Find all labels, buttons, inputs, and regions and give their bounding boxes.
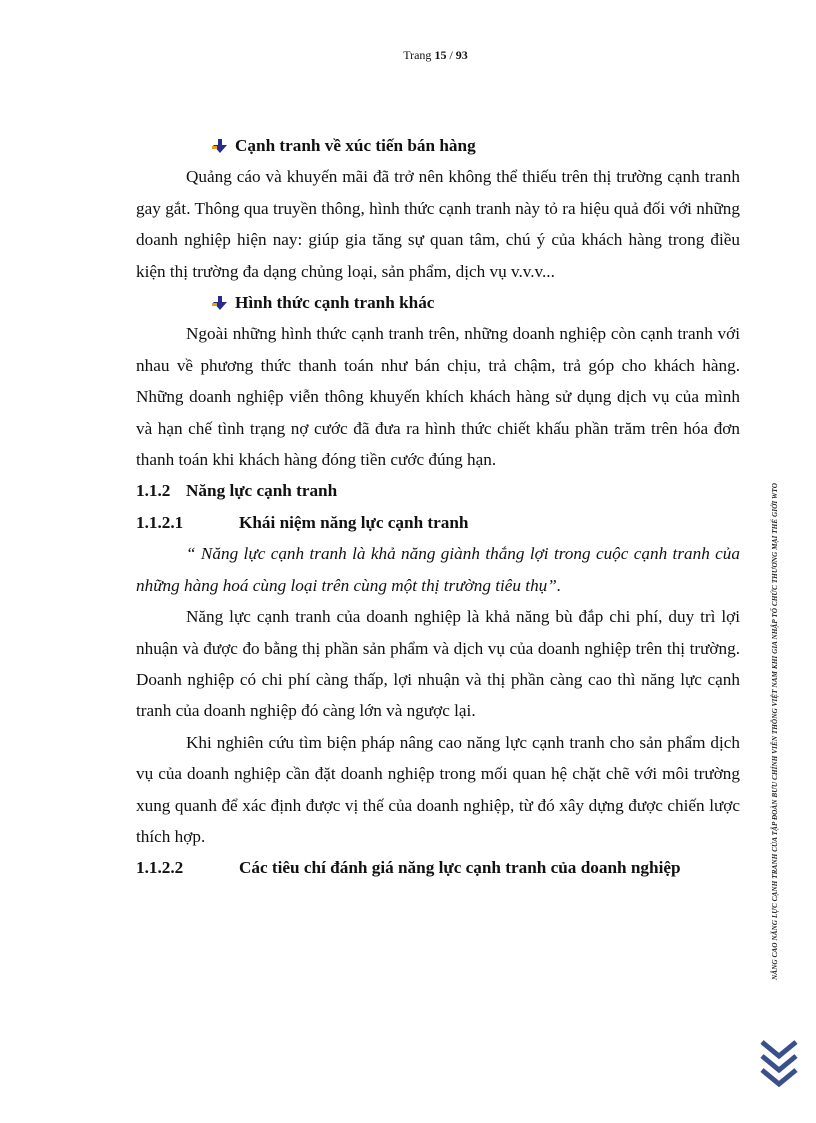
definition-quote: “ Năng lực cạnh tranh là khả năng giành thắng lợi trong cuộc cạnh tranh của những hàng hoá cùng loại trên cùng một thị trường tiêu thụ”. bbox=[136, 544, 740, 595]
promo-heading: Cạnh tranh về xúc tiến bán hàng bbox=[136, 130, 740, 161]
page-label: Trang bbox=[403, 48, 432, 62]
page-total: 93 bbox=[455, 48, 468, 62]
section-heading-1-1-2-1: 1.1.2.1 Khái niệm năng lực cạnh tranh bbox=[136, 512, 469, 532]
promo-paragraph: Quảng cáo và khuyến mãi đã trở nên không thể thiếu trên thị trường cạnh tranh gay gắt. Thông qua truyền thông, hình thức cạnh tranh này tỏ ra hiệu quả đối với những doanh nghiệp hiện nay: giúp gia tăng sự quan tâm, chú ý của khách hàng trong điều kiện thị trường đa dạng chủng loại, sản phẩm, dịch vụ v.v.v... bbox=[136, 167, 740, 281]
page-header bbox=[0, 48, 816, 63]
paragraph-research: Khi nghiên cứu tìm biện pháp nâng cao năng lực cạnh tranh cho sản phẩm dịch vụ của doanh nghiệp cần đặt doanh nghiệp trong mối quan hệ chặt chẽ với môi trường xung quanh để xác định được vị thế của doanh nghiệp, từ đó xây dựng được chiến lược thích hợp. bbox=[136, 732, 740, 846]
side-document-title: NÂNG CAO NĂNG LỰC CẠNH TRANH CỦA TẬP ĐOÀN BƯU CHÍNH VIỄN THÔNG VIỆT NAM KHI GIA NHẬP TỔ CHỨC THƯƠNG MẠI THẾ GIỚI WTO bbox=[770, 483, 779, 980]
arrow-down-icon bbox=[212, 138, 228, 154]
page-number: 15 bbox=[434, 48, 447, 62]
page-separator: / bbox=[449, 48, 453, 62]
other-paragraph: Ngoài những hình thức cạnh tranh trên, những doanh nghiệp còn cạnh tranh với nhau về phương thức thanh toán như bán chịu, trả chậm, trả góp cho khách hàng. Những doanh nghiệp viễn thông khuyến khích khách hàng sử dụng dịch vụ của mình và hạn chế tình trạng nợ cước đã đưa ra hình thức chiết khấu phần trăm trên hóa đơn thanh toán khi khách hàng đóng tiền cước đúng hạn. bbox=[136, 324, 740, 470]
paragraph-competitiveness: Năng lực cạnh tranh của doanh nghiệp là khả năng bù đắp chi phí, duy trì lợi nhuận và được đo bằng thị phần sản phẩm và dịch vụ của doanh nghiệp trên thị trường. Doanh nghiệp có chi phí càng thấp, lợi nhuận và thị phần càng cao thì năng lực cạnh tranh của doanh nghiệp đó càng lớn và ngược lại. bbox=[136, 607, 740, 721]
other-heading: Hình thức cạnh tranh khác bbox=[136, 287, 740, 318]
section-heading-1-1-2-2: 1.1.2.2 Các tiêu chí đánh giá năng lực cạnh tranh của doanh nghiệp bbox=[136, 858, 681, 878]
arrow-down-icon bbox=[212, 295, 228, 311]
chevron-down-icon[interactable] bbox=[759, 1038, 799, 1094]
section-heading-1-1-2: 1.1.2 Năng lực cạnh tranh bbox=[136, 481, 338, 501]
document-body bbox=[136, 130, 740, 884]
